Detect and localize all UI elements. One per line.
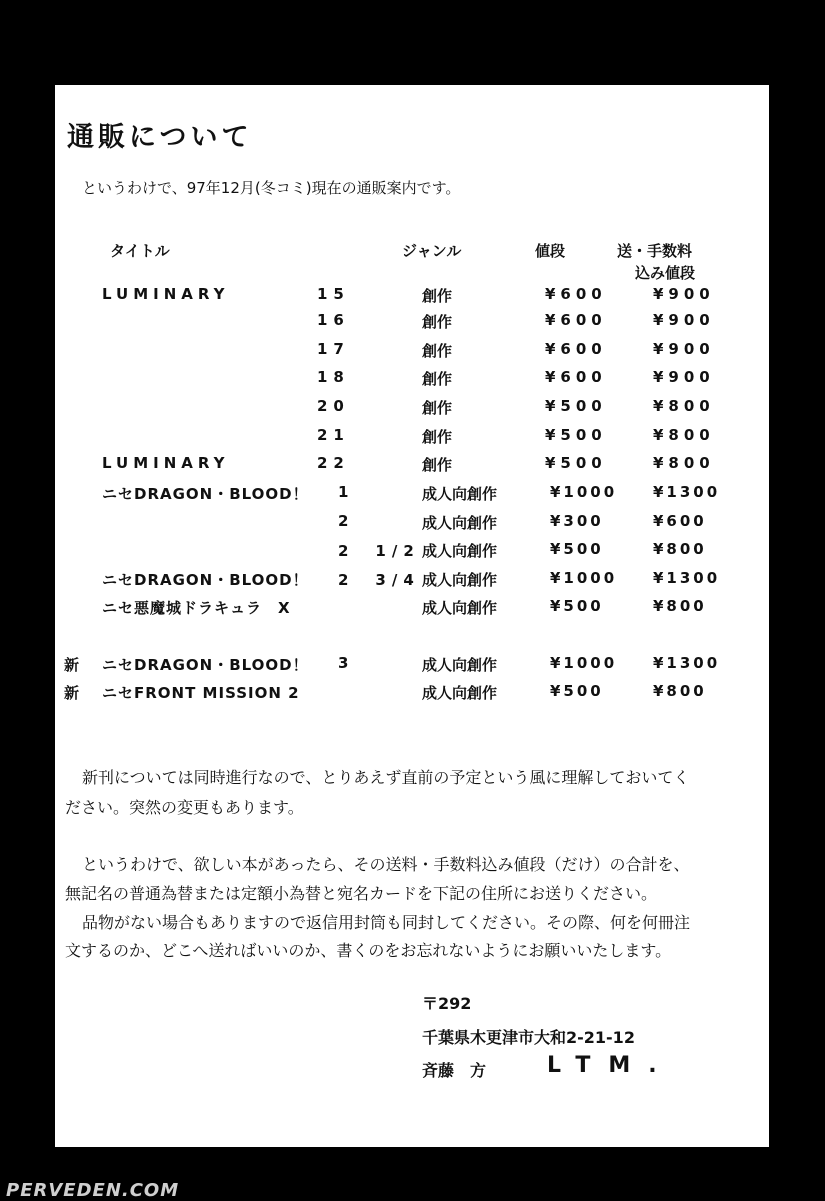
intro-text: というわけで、97年12月(冬コミ)現在の通販案内です。: [82, 179, 461, 197]
header-total-line2: 込み値段: [635, 264, 696, 282]
row-price: ¥500: [550, 540, 604, 558]
table-row: [55, 654, 769, 680]
table-row: [55, 285, 769, 311]
row-price: ¥600: [545, 340, 607, 358]
row-price: ¥500: [545, 397, 607, 415]
address-name: 斉藤 方: [422, 1061, 487, 1080]
row-volume: 2: [338, 512, 355, 530]
row-total: ¥600: [653, 512, 707, 530]
row-price: ¥500: [550, 682, 604, 700]
address-location: 千葉県木更津市大和2-21-12: [422, 1028, 635, 1047]
row-genre: 創作: [422, 342, 453, 360]
row-volume: 15: [317, 285, 350, 303]
row-genre: 成人向創作: [422, 485, 498, 503]
row-volume: 2 3/4: [338, 571, 420, 589]
row-volume: 20: [317, 397, 350, 415]
row-title: LUMINARY: [102, 285, 230, 303]
row-genre: 創作: [422, 313, 453, 331]
row-title: ニセ悪魔城ドラキュラ X: [102, 599, 291, 617]
table-row: [55, 512, 769, 538]
row-total: ¥900: [653, 285, 715, 303]
row-genre: 創作: [422, 370, 453, 388]
header-price: 値段: [535, 242, 566, 260]
paragraph-line: 新刊については同時進行なので、とりあえず直前の予定という風に理解しておいてく: [82, 768, 690, 787]
row-genre: 創作: [422, 287, 453, 305]
row-price: ¥500: [545, 454, 607, 472]
row-price: ¥1000: [550, 569, 618, 587]
paragraph-line: というわけで、欲しい本があったら、その送料・手数料込み値段（だけ）の合計を、: [82, 855, 690, 874]
row-price: ¥600: [545, 368, 607, 386]
row-new-badge: 新: [64, 684, 80, 702]
row-genre: 成人向創作: [422, 542, 498, 560]
row-total: ¥1300: [653, 654, 721, 672]
row-total: ¥900: [653, 340, 715, 358]
row-total: ¥1300: [653, 483, 721, 501]
row-title: ニセDRAGON・BLOOD！: [102, 571, 309, 589]
table-row: [55, 483, 769, 509]
row-genre: 成人向創作: [422, 571, 498, 589]
row-volume: 16: [317, 311, 350, 329]
address-postal: 〒292: [422, 994, 472, 1013]
row-total: ¥800: [653, 597, 707, 615]
table-row: [55, 368, 769, 394]
table-row: [55, 340, 769, 366]
row-volume: 2 1/2: [338, 542, 420, 560]
row-total: ¥900: [653, 311, 715, 329]
paragraph-line: 品物がない場合もありますので返信用封筒も同封してください。その際、何を何冊注: [82, 913, 691, 932]
row-new-badge: 新: [64, 656, 80, 674]
table-row: [55, 311, 769, 337]
row-price: ¥600: [545, 311, 607, 329]
row-genre: 成人向創作: [422, 514, 498, 532]
paragraph-line: 文するのか、どこへ送ればいいのか、書くのをお忘れないようにお願いいたします。: [65, 941, 672, 960]
row-price: ¥300: [550, 512, 604, 530]
row-genre: 創作: [422, 428, 453, 446]
row-title: ニセDRAGON・BLOOD！: [102, 485, 309, 503]
row-title: ニセFRONT MISSION 2: [102, 684, 300, 702]
table-row: [55, 454, 769, 480]
table-row: [55, 397, 769, 423]
header-genre: ジャンル: [402, 242, 462, 260]
address-group: LTM.: [547, 1053, 675, 1078]
row-genre: 創作: [422, 456, 453, 474]
header-total-line1: 送・手数料: [617, 242, 693, 260]
row-volume: 21: [317, 426, 350, 444]
table-row: [55, 540, 769, 566]
row-genre: 成人向創作: [422, 656, 498, 674]
row-title: ニセDRAGON・BLOOD！: [102, 656, 309, 674]
row-volume: 17: [317, 340, 350, 358]
watermark: PERVEDEN.COM: [6, 1180, 180, 1201]
row-genre: 創作: [422, 399, 453, 417]
table-row: [55, 597, 769, 623]
table-row: [55, 682, 769, 708]
row-volume: 1: [338, 483, 355, 501]
row-price: ¥500: [550, 597, 604, 615]
row-total: ¥800: [653, 397, 715, 415]
row-volume: 18: [317, 368, 350, 386]
row-title: LUMINARY: [102, 454, 230, 472]
table-row: [55, 569, 769, 595]
row-price: ¥500: [545, 426, 607, 444]
row-volume: 3: [338, 654, 355, 672]
row-total: ¥800: [653, 682, 707, 700]
row-genre: 成人向創作: [422, 599, 498, 617]
paragraph-line: 無記名の普通為替または定額小為替と宛名カードを下記の住所にお送りください。: [65, 884, 658, 903]
paragraph-line: ださい。突然の変更もあります。: [65, 798, 304, 817]
row-price: ¥1000: [550, 654, 618, 672]
row-volume: 22: [317, 454, 350, 472]
row-total: ¥800: [653, 426, 715, 444]
row-genre: 成人向創作: [422, 684, 498, 702]
row-total: ¥900: [653, 368, 715, 386]
row-total: ¥1300: [653, 569, 721, 587]
row-total: ¥800: [653, 454, 715, 472]
page-title: 通販について: [67, 122, 253, 153]
row-price: ¥1000: [550, 483, 618, 501]
header-title: タイトル: [110, 242, 170, 260]
document-page: [55, 85, 769, 1147]
row-total: ¥800: [653, 540, 707, 558]
table-row: [55, 426, 769, 452]
row-price: ¥600: [545, 285, 607, 303]
